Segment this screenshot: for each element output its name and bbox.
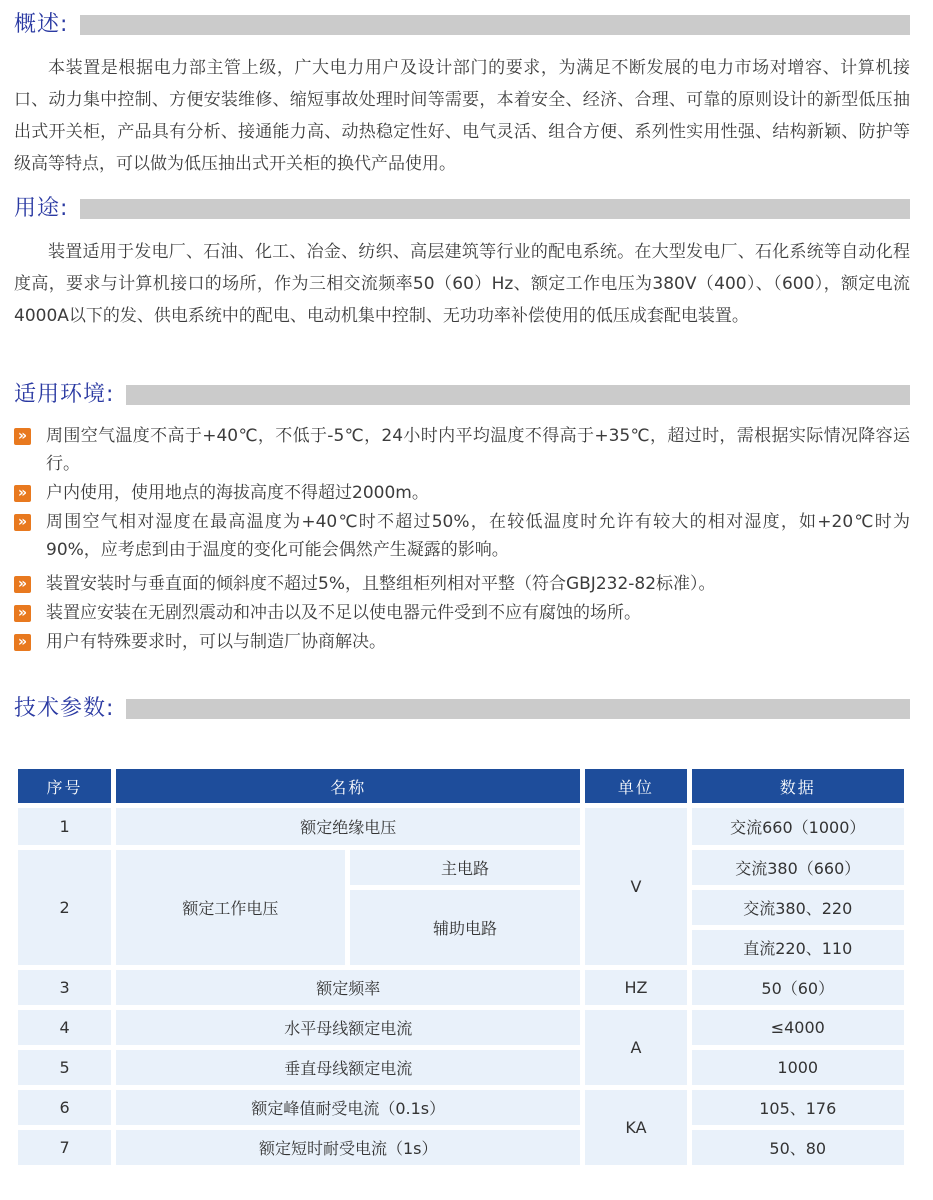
table-row	[18, 850, 904, 885]
env-bullet-text: 周围空气温度不高于+40℃，不低于-5℃，24小时内平均温度不得高于+35℃，超过时，需根据实际情况降容运行。	[46, 426, 910, 474]
cell-r7-data: 50、80	[692, 1130, 904, 1165]
table-row	[18, 1090, 904, 1125]
chevron-right-icon: »	[14, 428, 31, 445]
cell-r2-aux-circuit: 辅助电路	[350, 890, 581, 965]
chevron-right-icon: »	[14, 605, 31, 622]
cell-unit-a: A	[585, 1010, 686, 1085]
chevron-right-icon: »	[14, 485, 31, 502]
table-row	[18, 970, 904, 1005]
parameters-heading-bar	[126, 699, 910, 719]
env-bullet-item	[14, 599, 910, 627]
usage-heading-bar	[80, 199, 910, 219]
header-cell-name: 名称	[116, 769, 580, 803]
cell-r2-name: 额定工作电压	[116, 850, 345, 965]
cell-r1-name: 额定绝缘电压	[116, 808, 580, 845]
cell-r2-main-data: 交流380（660）	[692, 850, 904, 885]
cell-r1-no: 1	[18, 808, 111, 845]
cell-unit-ka: KA	[585, 1090, 686, 1165]
cell-r7-no: 7	[18, 1130, 111, 1165]
section-overview	[14, 12, 910, 180]
overview-paragraph: 本装置是根据电力部主管上级，广大电力用户及设计部门的要求，为满足不断发展的电力市场对增容、计算机接口、动力集中控制、方便安装维修、缩短事故处理时间等需要，本着安全、经济、合理、可靠的原则设计的新型低压抽出式开关柜，产品具有分析、接通能力高、动热稳定性好、电气灵活、组合方便、系列性实用性强、结构新颖、防护等级高等特点，可以做为低压抽出式开关柜的换代产品使用。	[14, 58, 910, 174]
section-parameters	[14, 696, 910, 1170]
env-bullet-item	[14, 508, 910, 564]
table-row	[18, 1050, 904, 1085]
env-bullet-item	[14, 422, 910, 478]
env-bullet-item	[14, 479, 910, 507]
overview-heading-row	[14, 12, 910, 38]
env-bullet-text: 装置应安装在无剧烈震动和冲击以及不足以使电器元件受到不应有腐蚀的场所。	[46, 603, 641, 623]
env-bullet-item	[14, 570, 910, 598]
cell-r5-name: 垂直母线额定电流	[116, 1050, 580, 1085]
environment-heading: 适用环境:	[14, 382, 115, 407]
usage-heading: 用途:	[14, 196, 69, 221]
cell-r6-name: 额定峰值耐受电流（0.1s）	[116, 1090, 580, 1125]
cell-r6-data: 105、176	[692, 1090, 904, 1125]
usage-paragraph: 装置适用于发电厂、石油、化工、冶金、纺织、高层建筑等行业的配电系统。在大型发电厂、石化系统等自动化程度高，要求与计算机接口的场所，作为三相交流频率50（60）Hz、额定工作电压为380V（400）、（600），额定电流4000A以下的发、供电系统中的配电、电动机集中控制、无功功率补偿使用的低压成套配电装置。	[14, 242, 910, 326]
cell-r4-no: 4	[18, 1010, 111, 1045]
parameters-table	[13, 764, 909, 1170]
env-bullet-item	[14, 628, 910, 656]
env-bullet-text: 户内使用，使用地点的海拔高度不得超过2000m。	[46, 483, 429, 503]
header-cell-no: 序号	[18, 769, 111, 803]
cell-unit-v: V	[585, 808, 686, 965]
cell-r2-main-circuit: 主电路	[350, 850, 581, 885]
cell-r3-no: 3	[18, 970, 111, 1005]
chevron-right-icon: »	[14, 634, 31, 651]
cell-unit-hz: HZ	[585, 970, 686, 1005]
table-row	[18, 1010, 904, 1045]
env-bullet-text: 用户有特殊要求时，可以与制造厂协商解决。	[46, 632, 386, 652]
overview-heading-bar	[80, 15, 910, 35]
cell-r3-name: 额定频率	[116, 970, 580, 1005]
cell-r5-no: 5	[18, 1050, 111, 1085]
parameters-heading: 技术参数:	[14, 696, 115, 721]
table-row	[18, 808, 904, 845]
usage-heading-row	[14, 196, 910, 222]
cell-r5-data: 1000	[692, 1050, 904, 1085]
cell-r3-data: 50（60）	[692, 970, 904, 1005]
header-cell-data: 数据	[692, 769, 904, 803]
cell-r7-name: 额定短时耐受电流（1s）	[116, 1130, 580, 1165]
header-cell-unit: 单位	[585, 769, 686, 803]
table-header-row	[18, 769, 904, 803]
environment-heading-bar	[126, 385, 910, 405]
cell-r2-aux-data1: 交流380、220	[692, 890, 904, 925]
parameters-heading-row	[14, 696, 910, 722]
env-bullet-text: 装置安装时与垂直面的倾斜度不超过5%，且整组柜列相对平整（符合GBJ232-82标准）。	[46, 574, 716, 594]
cell-r4-data: ≤4000	[692, 1010, 904, 1045]
section-usage	[14, 196, 910, 332]
overview-heading: 概述:	[14, 12, 69, 37]
table-row	[18, 1130, 904, 1165]
chevron-right-icon: »	[14, 576, 31, 593]
cell-r2-no: 2	[18, 850, 111, 965]
cell-r6-no: 6	[18, 1090, 111, 1125]
cell-r2-aux-data2: 直流220、110	[692, 930, 904, 965]
environment-bullet-list	[14, 422, 910, 656]
env-bullet-text: 周围空气相对湿度在最高温度为+40℃时不超过50%，在较低温度时允许有较大的相对湿度，如+20℃时为90%，应考虑到由于温度的变化可能会偶然产生凝露的影响。	[46, 512, 910, 560]
cell-r4-name: 水平母线额定电流	[116, 1010, 580, 1045]
section-environment	[14, 382, 910, 656]
chevron-right-icon: »	[14, 514, 31, 531]
cell-r1-data: 交流660（1000）	[692, 808, 904, 845]
environment-heading-row	[14, 382, 910, 408]
